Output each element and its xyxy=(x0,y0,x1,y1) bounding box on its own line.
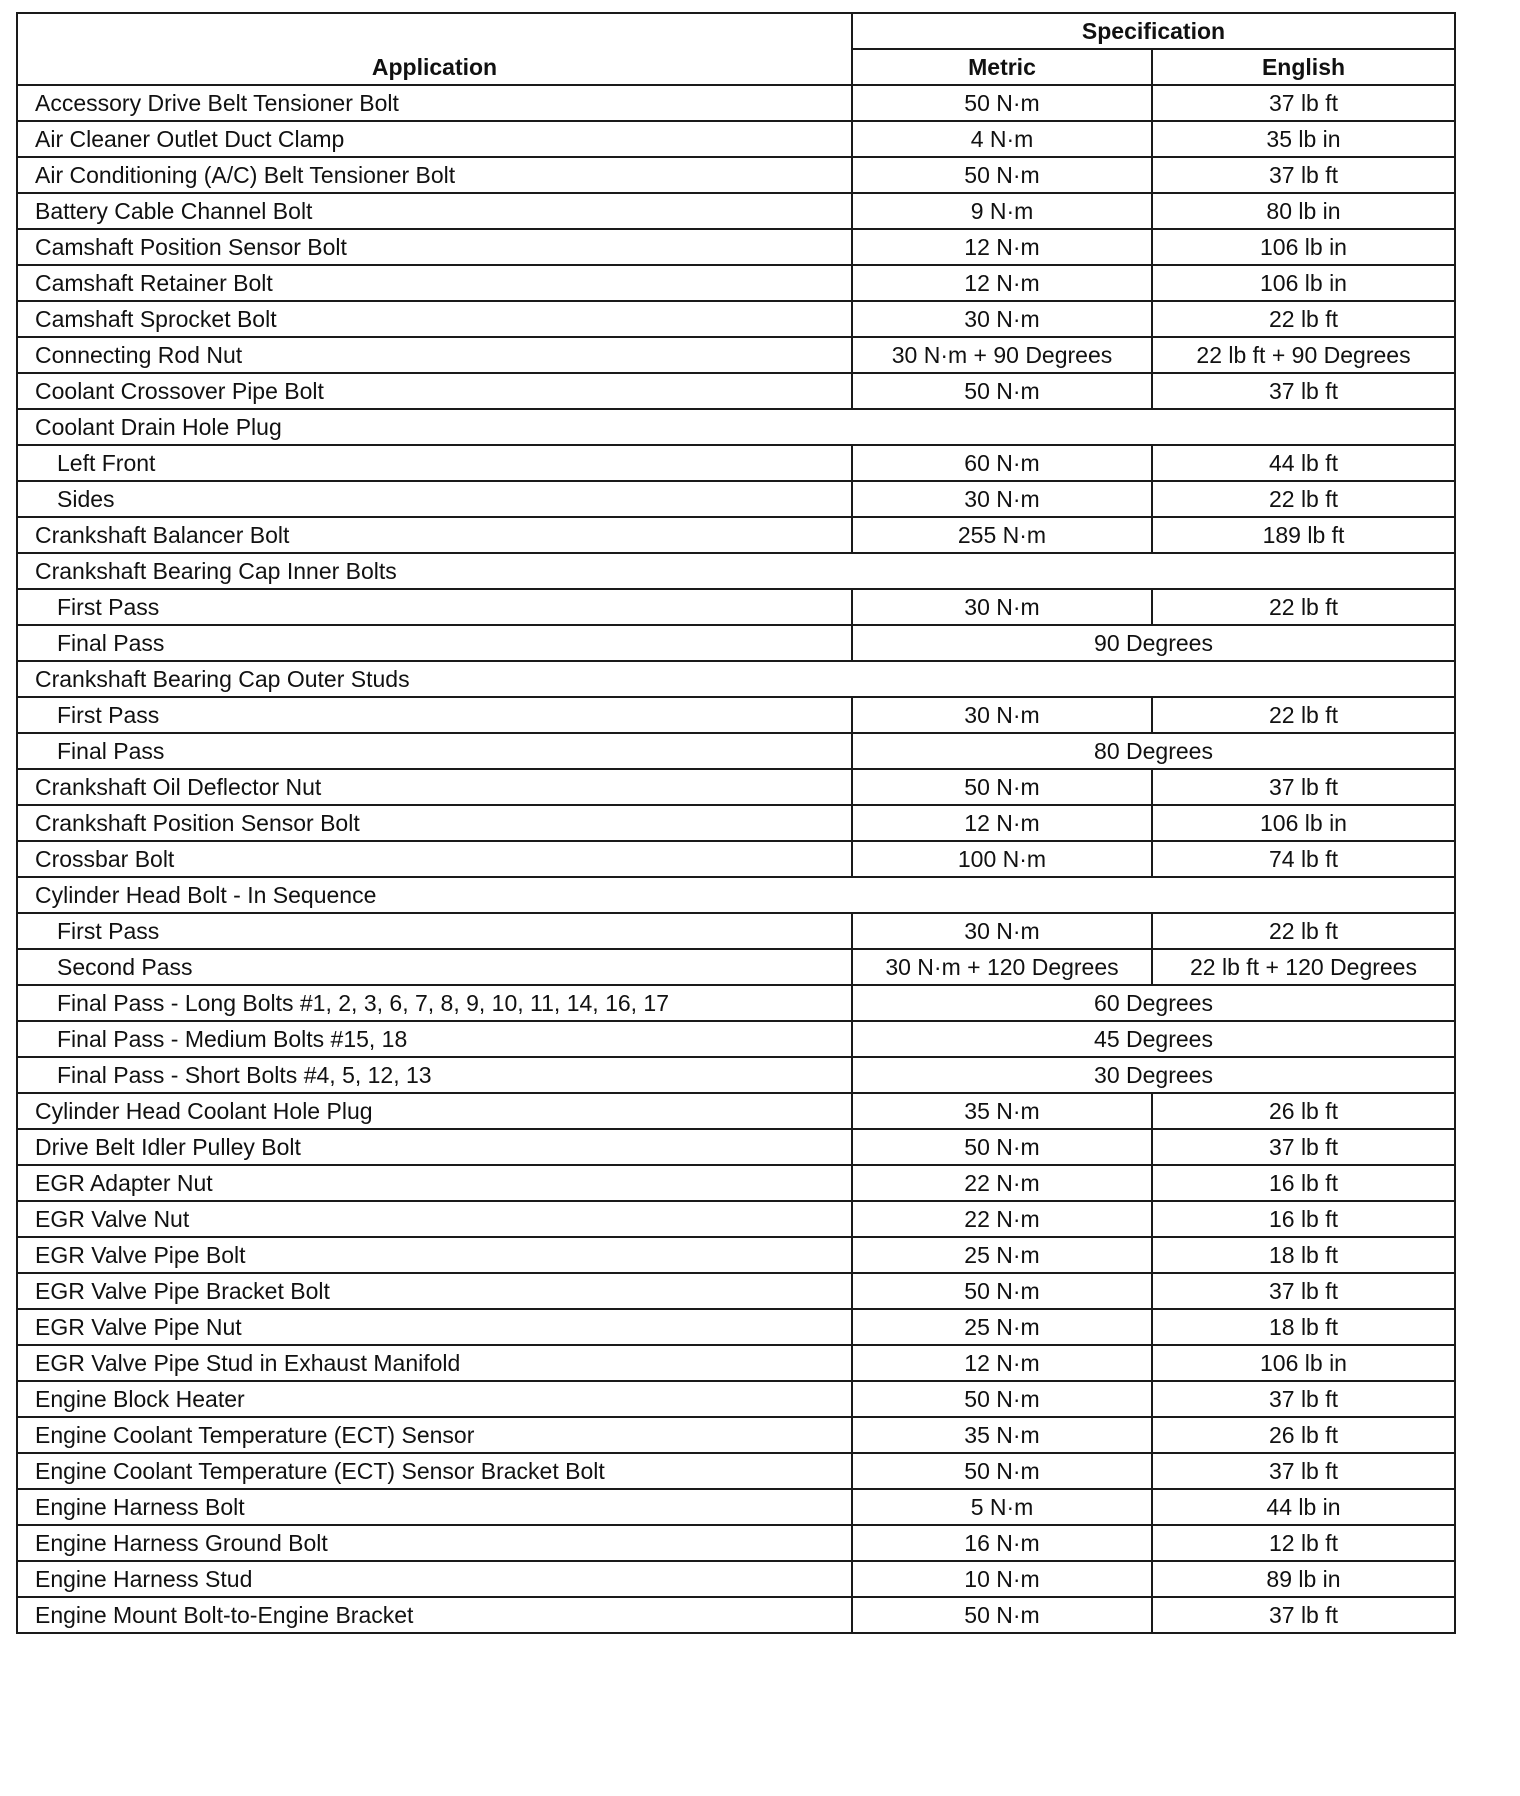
metric-cell: 30 N·m xyxy=(852,589,1152,625)
table-row xyxy=(17,409,1455,445)
table-row xyxy=(17,157,1455,193)
english-cell: 106 lb in xyxy=(1152,1345,1455,1381)
metric-cell: 22 N·m xyxy=(852,1165,1152,1201)
application-cell: Connecting Rod Nut xyxy=(17,337,852,373)
english-cell: 44 lb in xyxy=(1152,1489,1455,1525)
table-row xyxy=(17,1057,1455,1093)
english-cell: 37 lb ft xyxy=(1152,1381,1455,1417)
metric-cell: 100 N·m xyxy=(852,841,1152,877)
application-cell: Final Pass xyxy=(17,733,852,769)
application-cell: Air Cleaner Outlet Duct Clamp xyxy=(17,121,852,157)
table-row xyxy=(17,769,1455,805)
metric-cell: 4 N·m xyxy=(852,121,1152,157)
application-cell: EGR Adapter Nut xyxy=(17,1165,852,1201)
application-cell: Coolant Drain Hole Plug xyxy=(17,409,852,445)
application-cell: EGR Valve Pipe Stud in Exhaust Manifold xyxy=(17,1345,852,1381)
application-cell: First Pass xyxy=(17,589,852,625)
application-cell: Camshaft Position Sensor Bolt xyxy=(17,229,852,265)
metric-cell: 35 N·m xyxy=(852,1093,1152,1129)
combined-spec-cell: 90 Degrees xyxy=(852,625,1455,661)
english-cell: 22 lb ft xyxy=(1152,697,1455,733)
application-cell: EGR Valve Nut xyxy=(17,1201,852,1237)
table-row xyxy=(17,1489,1455,1525)
table-row xyxy=(17,697,1455,733)
application-cell: Sides xyxy=(17,481,852,517)
table-row xyxy=(17,1129,1455,1165)
table-row xyxy=(17,913,1455,949)
table-row xyxy=(17,805,1455,841)
application-cell: Engine Harness Ground Bolt xyxy=(17,1525,852,1561)
application-cell: Coolant Crossover Pipe Bolt xyxy=(17,373,852,409)
combined-spec-cell: 45 Degrees xyxy=(852,1021,1455,1057)
specification-header: Specification xyxy=(852,13,1455,49)
application-cell: Crankshaft Balancer Bolt xyxy=(17,517,852,553)
metric-cell: 30 N·m xyxy=(852,481,1152,517)
empty-cell xyxy=(852,409,1152,445)
application-cell: Crankshaft Position Sensor Bolt xyxy=(17,805,852,841)
application-cell: Crankshaft Bearing Cap Outer Studs xyxy=(17,661,852,697)
table-header xyxy=(17,13,1455,85)
english-cell: 89 lb in xyxy=(1152,1561,1455,1597)
application-cell: Engine Block Heater xyxy=(17,1381,852,1417)
empty-cell xyxy=(852,661,1152,697)
table-row xyxy=(17,121,1455,157)
table-row xyxy=(17,1417,1455,1453)
application-cell: EGR Valve Pipe Bracket Bolt xyxy=(17,1273,852,1309)
combined-spec-cell: 80 Degrees xyxy=(852,733,1455,769)
application-cell: EGR Valve Pipe Bolt xyxy=(17,1237,852,1273)
english-header: English xyxy=(1152,49,1455,85)
english-cell: 26 lb ft xyxy=(1152,1417,1455,1453)
english-cell: 37 lb ft xyxy=(1152,373,1455,409)
empty-cell xyxy=(1152,409,1455,445)
application-cell: Final Pass - Long Bolts #1, 2, 3, 6, 7, 8, 9, 10, 11, 14, 16, 17 xyxy=(17,985,852,1021)
english-cell: 44 lb ft xyxy=(1152,445,1455,481)
metric-cell: 50 N·m xyxy=(852,157,1152,193)
table-row xyxy=(17,733,1455,769)
table-row xyxy=(17,985,1455,1021)
table-row xyxy=(17,301,1455,337)
application-cell: EGR Valve Pipe Nut xyxy=(17,1309,852,1345)
table-row xyxy=(17,625,1455,661)
english-cell: 35 lb in xyxy=(1152,121,1455,157)
table-row xyxy=(17,1453,1455,1489)
combined-spec-cell: 60 Degrees xyxy=(852,985,1455,1021)
application-cell: Air Conditioning (A/C) Belt Tensioner Bolt xyxy=(17,157,852,193)
metric-cell: 25 N·m xyxy=(852,1237,1152,1273)
metric-cell: 12 N·m xyxy=(852,265,1152,301)
application-cell: Battery Cable Channel Bolt xyxy=(17,193,852,229)
table-row xyxy=(17,841,1455,877)
english-cell: 22 lb ft xyxy=(1152,913,1455,949)
table-row xyxy=(17,1345,1455,1381)
metric-cell: 12 N·m xyxy=(852,805,1152,841)
metric-cell: 50 N·m xyxy=(852,1381,1152,1417)
english-cell: 106 lb in xyxy=(1152,265,1455,301)
table-row xyxy=(17,193,1455,229)
metric-header: Metric xyxy=(852,49,1152,85)
metric-cell: 10 N·m xyxy=(852,1561,1152,1597)
english-cell: 37 lb ft xyxy=(1152,769,1455,805)
table-row xyxy=(17,553,1455,589)
metric-cell: 12 N·m xyxy=(852,1345,1152,1381)
english-cell: 37 lb ft xyxy=(1152,157,1455,193)
table-row xyxy=(17,481,1455,517)
application-cell: Final Pass - Medium Bolts #15, 18 xyxy=(17,1021,852,1057)
table-row xyxy=(17,1093,1455,1129)
english-cell: 12 lb ft xyxy=(1152,1525,1455,1561)
application-cell: Engine Coolant Temperature (ECT) Sensor Bracket Bolt xyxy=(17,1453,852,1489)
metric-cell: 30 N·m xyxy=(852,913,1152,949)
metric-cell: 25 N·m xyxy=(852,1309,1152,1345)
metric-cell: 50 N·m xyxy=(852,769,1152,805)
application-cell: Drive Belt Idler Pulley Bolt xyxy=(17,1129,852,1165)
english-cell: 80 lb in xyxy=(1152,193,1455,229)
table-body xyxy=(17,85,1455,1633)
application-header: Application xyxy=(17,13,852,85)
application-cell: Left Front xyxy=(17,445,852,481)
metric-cell: 50 N·m xyxy=(852,373,1152,409)
metric-cell: 30 N·m + 90 Degrees xyxy=(852,337,1152,373)
application-cell: Second Pass xyxy=(17,949,852,985)
metric-cell: 255 N·m xyxy=(852,517,1152,553)
application-cell: Cylinder Head Coolant Hole Plug xyxy=(17,1093,852,1129)
metric-cell: 50 N·m xyxy=(852,1273,1152,1309)
english-cell: 106 lb in xyxy=(1152,229,1455,265)
table-row xyxy=(17,1201,1455,1237)
table-row xyxy=(17,1237,1455,1273)
table-row xyxy=(17,949,1455,985)
fastener-tightening-table xyxy=(16,12,1456,1634)
english-cell: 37 lb ft xyxy=(1152,1597,1455,1633)
application-cell: Engine Mount Bolt-to-Engine Bracket xyxy=(17,1597,852,1633)
english-cell: 16 lb ft xyxy=(1152,1165,1455,1201)
empty-cell xyxy=(1152,553,1455,589)
english-cell: 74 lb ft xyxy=(1152,841,1455,877)
metric-cell: 60 N·m xyxy=(852,445,1152,481)
table-row xyxy=(17,1021,1455,1057)
application-cell: Camshaft Sprocket Bolt xyxy=(17,301,852,337)
table-row xyxy=(17,1165,1455,1201)
metric-cell: 30 N·m xyxy=(852,697,1152,733)
english-cell: 37 lb ft xyxy=(1152,85,1455,121)
table-row xyxy=(17,1525,1455,1561)
empty-cell xyxy=(852,877,1152,913)
application-cell: Crankshaft Oil Deflector Nut xyxy=(17,769,852,805)
english-cell: 26 lb ft xyxy=(1152,1093,1455,1129)
table-row xyxy=(17,373,1455,409)
english-cell: 22 lb ft xyxy=(1152,481,1455,517)
metric-cell: 50 N·m xyxy=(852,1129,1152,1165)
table-row xyxy=(17,265,1455,301)
application-cell: Engine Coolant Temperature (ECT) Sensor xyxy=(17,1417,852,1453)
table-row xyxy=(17,661,1455,697)
application-cell: Cylinder Head Bolt - In Sequence xyxy=(17,877,852,913)
application-cell: Crankshaft Bearing Cap Inner Bolts xyxy=(17,553,852,589)
table-row xyxy=(17,589,1455,625)
english-cell: 18 lb ft xyxy=(1152,1309,1455,1345)
application-cell: Camshaft Retainer Bolt xyxy=(17,265,852,301)
metric-cell: 16 N·m xyxy=(852,1525,1152,1561)
english-cell: 22 lb ft + 120 Degrees xyxy=(1152,949,1455,985)
application-cell: Crossbar Bolt xyxy=(17,841,852,877)
metric-cell: 50 N·m xyxy=(852,1453,1152,1489)
application-cell: Final Pass - Short Bolts #4, 5, 12, 13 xyxy=(17,1057,852,1093)
metric-cell: 12 N·m xyxy=(852,229,1152,265)
table-row xyxy=(17,445,1455,481)
table-row xyxy=(17,1381,1455,1417)
application-cell: Accessory Drive Belt Tensioner Bolt xyxy=(17,85,852,121)
english-cell: 16 lb ft xyxy=(1152,1201,1455,1237)
table-row xyxy=(17,337,1455,373)
application-cell: First Pass xyxy=(17,697,852,733)
english-cell: 37 lb ft xyxy=(1152,1453,1455,1489)
english-cell: 106 lb in xyxy=(1152,805,1455,841)
application-cell: Final Pass xyxy=(17,625,852,661)
table-row xyxy=(17,85,1455,121)
application-cell: First Pass xyxy=(17,913,852,949)
empty-cell xyxy=(852,553,1152,589)
table-row xyxy=(17,1561,1455,1597)
application-cell: Engine Harness Stud xyxy=(17,1561,852,1597)
combined-spec-cell: 30 Degrees xyxy=(852,1057,1455,1093)
table-row xyxy=(17,1309,1455,1345)
table-row xyxy=(17,229,1455,265)
english-cell: 37 lb ft xyxy=(1152,1273,1455,1309)
english-cell: 189 lb ft xyxy=(1152,517,1455,553)
metric-cell: 30 N·m xyxy=(852,301,1152,337)
table-row xyxy=(17,517,1455,553)
table-row xyxy=(17,1273,1455,1309)
application-cell: Engine Harness Bolt xyxy=(17,1489,852,1525)
metric-cell: 50 N·m xyxy=(852,1597,1152,1633)
metric-cell: 9 N·m xyxy=(852,193,1152,229)
metric-cell: 30 N·m + 120 Degrees xyxy=(852,949,1152,985)
metric-cell: 50 N·m xyxy=(852,85,1152,121)
english-cell: 22 lb ft xyxy=(1152,301,1455,337)
empty-cell xyxy=(1152,661,1455,697)
empty-cell xyxy=(1152,877,1455,913)
table-row xyxy=(17,1597,1455,1633)
english-cell: 18 lb ft xyxy=(1152,1237,1455,1273)
metric-cell: 22 N·m xyxy=(852,1201,1152,1237)
english-cell: 22 lb ft xyxy=(1152,589,1455,625)
english-cell: 22 lb ft + 90 Degrees xyxy=(1152,337,1455,373)
english-cell: 37 lb ft xyxy=(1152,1129,1455,1165)
metric-cell: 5 N·m xyxy=(852,1489,1152,1525)
metric-cell: 35 N·m xyxy=(852,1417,1152,1453)
table-row xyxy=(17,877,1455,913)
torque-spec-sheet xyxy=(16,12,1454,1634)
